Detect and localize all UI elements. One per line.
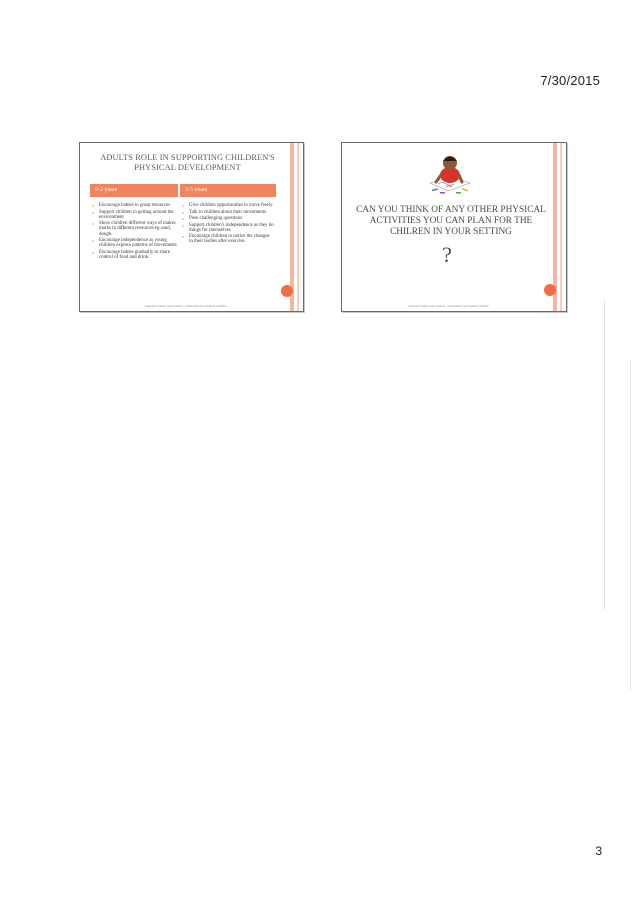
list-item: o Pose challenging questions: [182, 216, 274, 221]
list-item: o Show children different ways of makes marks in different resources eg sand, dough.: [92, 221, 178, 237]
column-header-3-5-years: 3-5 years: [180, 184, 276, 197]
slide-accent-bar-thin: [560, 143, 562, 311]
list-item: o Support children's independence as they do things for themselves: [182, 223, 274, 233]
column-header-0-2-years: 0-2 years: [90, 184, 178, 197]
list-item: o Encourage independence as young children explore patterns of movements: [92, 238, 178, 248]
page-date: 7/30/2015: [540, 73, 600, 88]
list-item: o Encourage babies gradually to share control of food and drink.: [92, 250, 178, 260]
page-number: 3: [595, 844, 602, 858]
list-item: o Encourage babies to grasp resources: [92, 203, 178, 208]
question-text: CAN YOU THINK OF ANY OTHER PHYSICAL ACTIVITIES YOU CAN PLAN FOR THE CHILREN IN YOUR SETTING: [356, 205, 546, 237]
slide-thumbnail-question: [341, 142, 567, 312]
slide-title: ADULTS ROLE IN SUPPORTING CHILDREN'S PHYSICAL DEVELOPMENT: [100, 153, 275, 172]
scan-artifact-line: [604, 300, 605, 610]
column-list-0-2-years: [92, 203, 178, 262]
slide-footer: Copyright © Early Years Careers - Outstanding Key Products Ltd 2013: [145, 305, 226, 308]
list-item: o Talk to children about their movements.: [182, 210, 274, 215]
orange-dot-icon: [281, 285, 293, 297]
list-item: o Encourage children to notice the changes in their bodies after exercise.: [182, 234, 274, 244]
column-list-3-5-years: [182, 203, 274, 246]
list-item: o Give children opportunities to move freely.: [182, 203, 274, 208]
list-item: o Support children in getting around the environment: [92, 210, 178, 220]
scan-artifact-line: [630, 360, 631, 690]
child-drawing-illustration-icon: [426, 149, 474, 197]
question-mark: ?: [442, 242, 452, 267]
orange-dot-icon: [544, 284, 556, 296]
slide-accent-bar-thin: [297, 143, 299, 311]
slide-thumbnail-adults-role: [79, 142, 304, 312]
slide-footer: Copyright © Early Years Careers - Outstanding Key Products Ltd 2013: [407, 305, 489, 308]
